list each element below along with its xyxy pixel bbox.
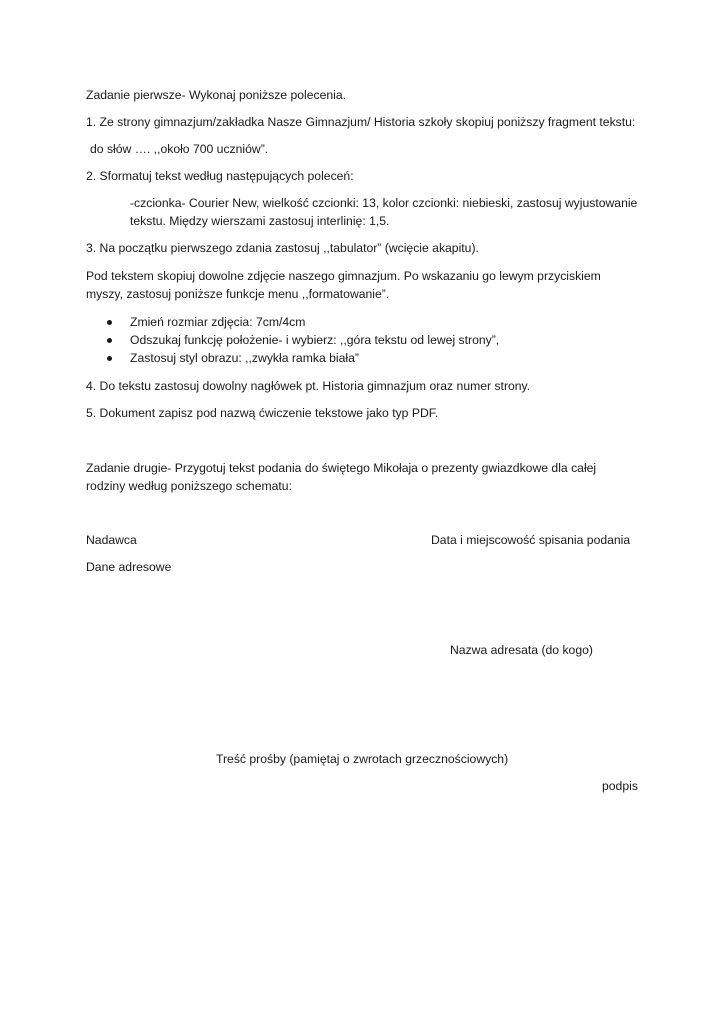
signature-label: podpis xyxy=(602,779,638,793)
bullet-icon xyxy=(107,338,112,343)
list-item xyxy=(130,314,305,330)
task1-heading: Zadanie pierwsze- Wykonaj poniższe polecenia. xyxy=(86,88,347,102)
list-item-text: Odszukaj funkcję położenie- i wybierz: ,,góra tekstu od lewej strony”, xyxy=(130,333,500,347)
task2-heading-line2: rodziny według poniższego schematu: xyxy=(86,479,292,493)
request-body-label: Treść prośby (pamiętaj o zwrotach grzecznościowych) xyxy=(216,752,509,766)
step2-detail-line1: -czcionka- Courier New, wielkość czcionki: 13, kolor czcionki: niebieski, zastosuj wyjustowanie xyxy=(130,196,638,210)
step3-text: 3. Na początku pierwszego zdania zastosuj ,,tabulator” (wcięcie akapitu). xyxy=(86,241,479,255)
address-data-label: Dane adresowe xyxy=(86,560,172,574)
step1-line2: do słów …. ,,około 700 uczniów”. xyxy=(90,142,269,156)
bullet-icon xyxy=(107,356,112,361)
list-item-text: Zmień rozmiar zdjęcia: 7cm/4cm xyxy=(130,315,306,329)
step2-text: 2. Sformatuj tekst według następujących poleceń: xyxy=(86,169,354,183)
recipient-label: Nazwa adresata (do kogo) xyxy=(450,643,593,657)
list-item xyxy=(130,332,499,348)
list-item xyxy=(130,350,359,366)
date-place-label: Data i miejscowość spisania podania xyxy=(431,533,631,547)
step4-text: 4. Do tekstu zastosuj dowolny nagłówek pt. Historia gimnazjum oraz numer strony. xyxy=(86,379,531,393)
list-item-text: Zastosuj styl obrazu: ,,zwykła ramka biała” xyxy=(130,351,359,365)
image-instruction-line2: myszy, zastosuj poniższe funkcje menu ,,formatowanie”. xyxy=(86,287,390,301)
sender-label: Nadawca xyxy=(86,533,137,547)
image-instruction-line1: Pod tekstem skopiuj dowolne zdjęcie naszego gimnazjum. Po wskazaniu go lewym przyciskiem xyxy=(86,269,601,283)
step5-text: 5. Dokument zapisz pod nazwą ćwiczenie tekstowe jako typ PDF. xyxy=(86,406,439,420)
step1-line1: 1. Ze strony gimnazjum/zakładka Nasze Gimnazjum/ Historia szkoły skopiuj poniższy fragment tekstu: xyxy=(86,115,636,129)
task2-heading-line1: Zadanie drugie- Przygotuj tekst podania do świętego Mikołaja o prezenty gwiazdkowe dla całej xyxy=(86,461,597,475)
step2-detail-line2: tekstu. Między wierszami zastosuj interlinię: 1,5. xyxy=(130,214,390,228)
bullet-icon xyxy=(107,320,112,325)
